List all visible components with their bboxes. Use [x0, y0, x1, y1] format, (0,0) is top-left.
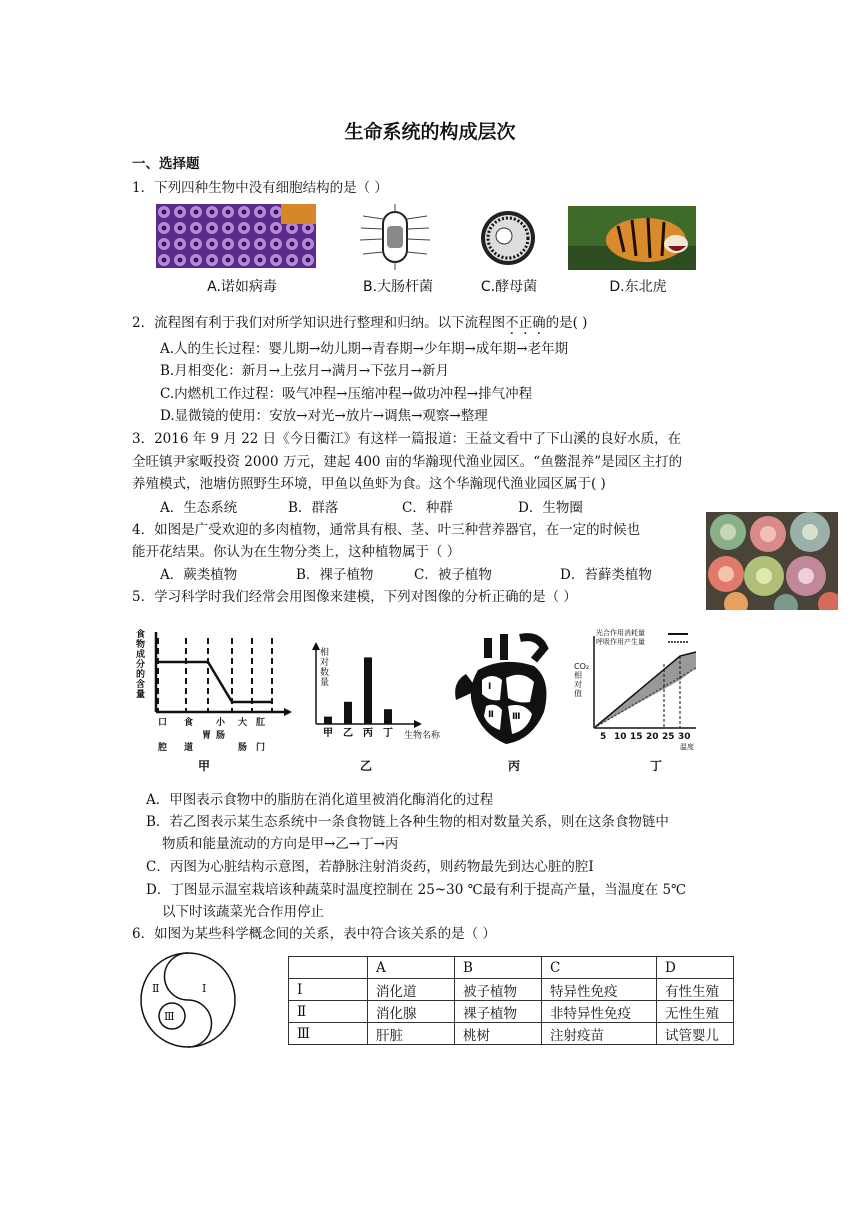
table-row [289, 979, 734, 1001]
q1-caption-d: D.东北虎 [609, 279, 667, 295]
figure-jia-label: 甲 [198, 759, 211, 773]
ding-ylabel: CO₂相对值 [574, 662, 590, 698]
q4-option-c: C．被子植物 [414, 567, 492, 583]
q3-option-c: C．种群 [402, 500, 453, 516]
table-cell: 特异性免疫 [542, 979, 657, 1001]
table-cell: 消化腺 [368, 1001, 455, 1023]
table-cell: Ⅱ [289, 1001, 368, 1023]
jia-x-top: 大 [238, 718, 248, 728]
jia-x-bottom: 道 [184, 743, 194, 753]
ding-tick: 5 [600, 732, 607, 742]
q6-table [288, 956, 734, 1045]
jia-x-top: 小 [216, 718, 226, 728]
yeast-image [478, 208, 538, 268]
q3-option-d: D．生物圈 [518, 500, 583, 516]
q3-option-b: B．群落 [288, 500, 339, 516]
jia-x-bottom: 门 [256, 743, 266, 753]
q2-option-d: D.显微镜的使用：安放→对光→放片→调焦→观察→整理 [160, 408, 488, 424]
ding-tick: 20 [646, 732, 659, 742]
table-cell: 非特异性免疫 [542, 1001, 657, 1023]
q6-stem: 6．如图为某些科学概念间的关系，表中符合该关系的是（ ） [132, 926, 496, 942]
q1-caption-a: A.诺如病毒 [207, 279, 277, 295]
table-cell: D [657, 957, 734, 979]
emphasis-char: 不 [505, 315, 519, 331]
jia-x-bottom: 腔 [158, 743, 168, 753]
q5-option-c: C．丙图为心脏结构示意图，若静脉注射消炎药，则药物最先到达心脏的腔Ⅰ [146, 859, 594, 875]
section-heading: 一、选择题 [132, 156, 200, 172]
figure-ding [572, 628, 698, 752]
q2-option-c: C.内燃机工作过程：吸气冲程→压缩冲程→做功冲程→排气冲程 [160, 386, 533, 402]
chamber-label: Ⅱ [488, 710, 494, 720]
yi-xlabel: 生物名称 [404, 731, 441, 741]
succulent-image [706, 512, 838, 610]
q1-stem: 1．下列四种生物中没有细胞结构的是（ ） [132, 180, 388, 196]
bar-丁 [384, 709, 392, 724]
q5-option-a: A．甲图表示食物中的脂肪在消化道里被消化酶消化的过程 [146, 792, 494, 808]
emphasis-char: 确 [532, 315, 546, 331]
figure-bing-label: 丙 [508, 759, 521, 773]
ding-tick: 10 [614, 732, 627, 742]
ding-tick: 30 [678, 732, 691, 742]
q1-caption-b: B.大肠杆菌 [362, 279, 434, 295]
table-cell: 有性生殖 [657, 979, 734, 1001]
page-title: 生命系统的构成层次 [344, 121, 516, 143]
concept-diagram [138, 950, 238, 1050]
table-cell: A [368, 957, 455, 979]
q3-line: 3．2016 年 9 月 22 日《今日衢江》有这样一篇报道：王益文看中了下山溪的良好水质，在 [132, 431, 682, 447]
tick-label: 丙 [363, 728, 373, 739]
table-cell: 肝脏 [368, 1023, 455, 1045]
ding-tick: 25 [662, 732, 675, 742]
table-cell: 无性生殖 [657, 1001, 734, 1023]
diagram-label-i: Ⅰ [202, 982, 207, 995]
q3-line: 全旺镇尹家畈投资 2000 万元，建起 400 亩的华瀚现代渔业园区。“鱼鳖混养”是园区主打的 [132, 454, 683, 470]
bar-乙 [344, 702, 352, 724]
q2-option-b: B.月相变化：新月→上弦月→满月→下弦月→新月 [160, 363, 449, 379]
q4-option-b: B．裸子植物 [296, 567, 374, 583]
jia-x-bottom: 胃 [202, 731, 212, 741]
table-cell [289, 957, 368, 979]
q1-caption-c: C.酵母菌 [480, 279, 538, 295]
table-cell: Ⅰ [289, 979, 368, 1001]
q4-line: 能开花结果。你认为在生物分类上，这种植物属于（ ） [132, 544, 461, 560]
table-cell: 裸子植物 [455, 1001, 542, 1023]
tick-label: 甲 [323, 728, 333, 739]
table-cell: C [542, 957, 657, 979]
table-cell: Ⅲ [289, 1023, 368, 1045]
tick-label: 乙 [343, 728, 353, 739]
bar-甲 [324, 717, 332, 724]
q3-line: 养殖模式，池塘仿照野生环境，甲鱼以鱼虾为食。这个华瀚现代渔业园区属于( ) [132, 476, 606, 492]
q5-option-d: D．丁图显示温室栽培该种蔬菜时温度控制在 25~30 ℃最有利于提高产量，当温度在 5℃ [146, 882, 687, 898]
table-cell: 注射疫苗 [542, 1023, 657, 1045]
table-row [289, 1023, 734, 1045]
q4-line: 4．如图是广受欢迎的多肉植物，通常具有根、茎、叶三种营养器官，在一定的时候也 [132, 522, 641, 538]
table-cell: 消化道 [368, 979, 455, 1001]
q2-option-a: A.人的生长过程：婴儿期→幼儿期→青春期→少年期→成年期→老年期 [160, 341, 569, 357]
tiger-image [568, 206, 696, 270]
figure-yi-label: 乙 [360, 759, 373, 773]
ding-tick: 15 [630, 732, 643, 742]
q2-stem: 2．流程图有利于我们对所学知识进行整理和归纳。以下流程图不正确的是( ) [132, 311, 587, 331]
jia-x-bottom: 肠 [216, 731, 226, 741]
table-header-row [289, 957, 734, 979]
figure-ding-label: 丁 [650, 759, 663, 773]
figure-yi [300, 640, 440, 750]
jia-ylabel: 食物成分的含量 [136, 630, 146, 700]
diagram-label-iii: Ⅲ [164, 1010, 175, 1023]
table-row [289, 1001, 734, 1023]
table-cell: B [455, 957, 542, 979]
tick-label: 丁 [383, 728, 393, 739]
norovirus-image [156, 204, 316, 268]
diagram-label-ii: Ⅱ [152, 982, 160, 995]
q4-option-d: D．苔藓类植物 [560, 567, 652, 583]
table-cell: 被子植物 [455, 979, 542, 1001]
bar-丙 [364, 657, 372, 724]
jia-x-top: 口 [158, 718, 168, 728]
ding-legend: 光合作用消耗量 [596, 629, 645, 637]
emphasis-char: 正 [518, 315, 533, 331]
q5-option-b: B．若乙图表示某生态系统中一条食物链上各种生物的相对数量关系，则在这条食物链中 [146, 814, 669, 830]
jia-x-top: 食 [184, 718, 194, 728]
q5-stem: 5．学习科学时我们经常会用图像来建模，下列对图像的分析正确的是（ ） [132, 589, 577, 605]
q5-option-d-cont: 以下时该蔬菜光合作用停止 [162, 904, 324, 920]
jia-x-bottom: 肠 [238, 743, 248, 753]
chamber-label: Ⅲ [512, 712, 521, 722]
figure-bing [448, 630, 558, 748]
table-cell: 桃树 [455, 1023, 542, 1045]
q3-option-a: A．生态系统 [160, 500, 238, 516]
chamber-label: Ⅰ [488, 682, 492, 692]
q5-option-b-cont: 物质和能量流动的方向是甲→乙→丁→丙 [162, 836, 399, 852]
ecoli-image [355, 204, 435, 270]
table-cell: 试管婴儿 [657, 1023, 734, 1045]
jia-x-top: 肛 [256, 718, 266, 728]
ding-legend: 呼吸作用产生量 [596, 638, 645, 646]
ding-xlabel: 温度 [680, 743, 694, 751]
q4-option-a: A．蕨类植物 [160, 567, 238, 583]
yi-ylabel: 相对数量 [320, 648, 330, 688]
